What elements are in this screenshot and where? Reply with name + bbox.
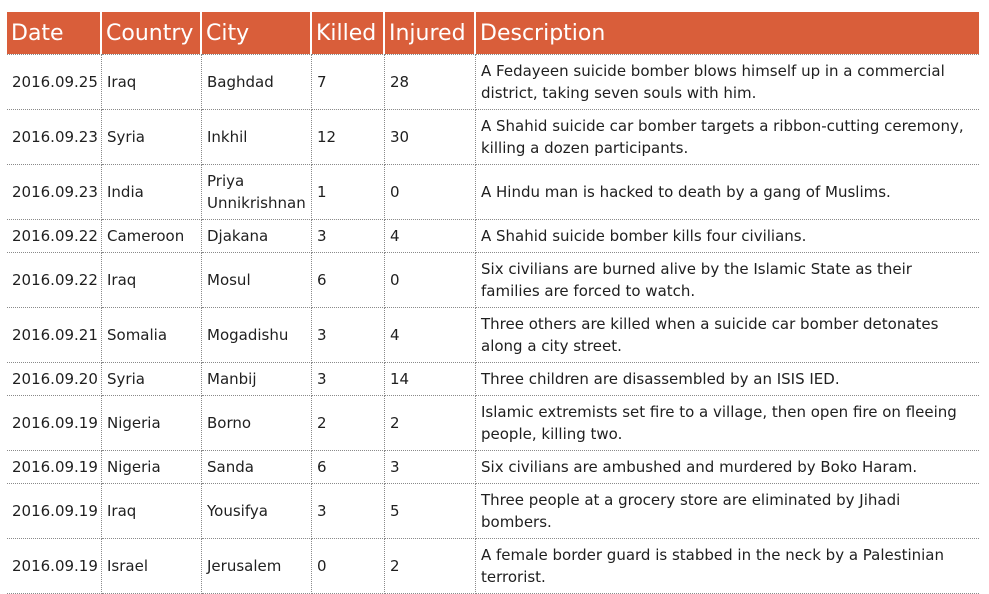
cell-city: Mogadishu xyxy=(202,308,312,363)
cell-city: Sanda xyxy=(202,451,312,484)
cell-city: Inkhil xyxy=(202,110,312,165)
cell-killed: 3 xyxy=(312,484,385,539)
cell-killed: 6 xyxy=(312,451,385,484)
cell-city: Baghdad xyxy=(202,54,312,110)
column-header-country: Country xyxy=(102,12,202,54)
table-row xyxy=(7,253,979,308)
cell-date: 2016.09.19 xyxy=(7,396,102,451)
cell-injured: 28 xyxy=(385,54,476,110)
cell-date: 2016.09.19 xyxy=(7,539,102,594)
table-row xyxy=(7,54,979,110)
cell-injured: 30 xyxy=(385,110,476,165)
cell-killed: 6 xyxy=(312,253,385,308)
cell-injured: 0 xyxy=(385,165,476,220)
table-header-row xyxy=(7,12,979,54)
attacks-table xyxy=(7,12,979,594)
cell-date: 2016.09.22 xyxy=(7,253,102,308)
cell-killed: 3 xyxy=(312,308,385,363)
cell-country: Nigeria xyxy=(102,396,202,451)
cell-city: Yousifya xyxy=(202,484,312,539)
column-header-date: Date xyxy=(7,12,102,54)
cell-date: 2016.09.20 xyxy=(7,363,102,396)
cell-date: 2016.09.21 xyxy=(7,308,102,363)
cell-city: Manbij xyxy=(202,363,312,396)
cell-injured: 14 xyxy=(385,363,476,396)
cell-killed: 3 xyxy=(312,363,385,396)
cell-date: 2016.09.23 xyxy=(7,165,102,220)
table-row xyxy=(7,484,979,539)
cell-country: Iraq xyxy=(102,54,202,110)
column-header-description: Description xyxy=(476,12,979,54)
cell-date: 2016.09.25 xyxy=(7,54,102,110)
column-header-killed: Killed xyxy=(312,12,385,54)
table-row xyxy=(7,220,979,253)
table-row xyxy=(7,165,979,220)
attacks-table-container xyxy=(7,12,979,594)
cell-country: Iraq xyxy=(102,484,202,539)
cell-date: 2016.09.19 xyxy=(7,484,102,539)
cell-injured: 2 xyxy=(385,396,476,451)
cell-injured: 0 xyxy=(385,253,476,308)
cell-date: 2016.09.23 xyxy=(7,110,102,165)
cell-city: Borno xyxy=(202,396,312,451)
cell-killed: 2 xyxy=(312,396,385,451)
cell-description: Islamic extremists set fire to a village, then open fire on fleeing people, killing two. xyxy=(476,396,979,451)
cell-city: Priya Unnikrishnan xyxy=(202,165,312,220)
cell-description: Three others are killed when a suicide car bomber detonates along a city street. xyxy=(476,308,979,363)
cell-description: Six civilians are burned alive by the Islamic State as their families are forced to watch. xyxy=(476,253,979,308)
table-row xyxy=(7,308,979,363)
cell-country: Somalia xyxy=(102,308,202,363)
cell-city: Jerusalem xyxy=(202,539,312,594)
cell-description: A female border guard is stabbed in the neck by a Palestinian terrorist. xyxy=(476,539,979,594)
cell-killed: 7 xyxy=(312,54,385,110)
cell-city: Mosul xyxy=(202,253,312,308)
cell-country: Syria xyxy=(102,363,202,396)
cell-killed: 0 xyxy=(312,539,385,594)
cell-description: A Shahid suicide car bomber targets a ribbon-cutting ceremony, killing a dozen participants. xyxy=(476,110,979,165)
cell-date: 2016.09.22 xyxy=(7,220,102,253)
cell-killed: 1 xyxy=(312,165,385,220)
cell-injured: 3 xyxy=(385,451,476,484)
cell-injured: 4 xyxy=(385,220,476,253)
cell-country: Iraq xyxy=(102,253,202,308)
cell-date: 2016.09.19 xyxy=(7,451,102,484)
table-row xyxy=(7,451,979,484)
table-row xyxy=(7,396,979,451)
cell-injured: 5 xyxy=(385,484,476,539)
table-body xyxy=(7,54,979,594)
cell-country: India xyxy=(102,165,202,220)
table-row xyxy=(7,110,979,165)
column-header-injured: Injured xyxy=(385,12,476,54)
cell-description: A Hindu man is hacked to death by a gang of Muslims. xyxy=(476,165,979,220)
cell-description: A Fedayeen suicide bomber blows himself up in a commercial district, taking seven souls with him. xyxy=(476,54,979,110)
table-row xyxy=(7,363,979,396)
cell-country: Syria xyxy=(102,110,202,165)
cell-country: Nigeria xyxy=(102,451,202,484)
cell-description: Three people at a grocery store are eliminated by Jihadi bombers. xyxy=(476,484,979,539)
cell-injured: 2 xyxy=(385,539,476,594)
cell-country: Cameroon xyxy=(102,220,202,253)
cell-country: Israel xyxy=(102,539,202,594)
table-row xyxy=(7,539,979,594)
column-header-city: City xyxy=(202,12,312,54)
cell-description: Three children are disassembled by an ISIS IED. xyxy=(476,363,979,396)
cell-description: Six civilians are ambushed and murdered by Boko Haram. xyxy=(476,451,979,484)
cell-description: A Shahid suicide bomber kills four civilians. xyxy=(476,220,979,253)
cell-killed: 3 xyxy=(312,220,385,253)
cell-city: Djakana xyxy=(202,220,312,253)
cell-injured: 4 xyxy=(385,308,476,363)
cell-killed: 12 xyxy=(312,110,385,165)
